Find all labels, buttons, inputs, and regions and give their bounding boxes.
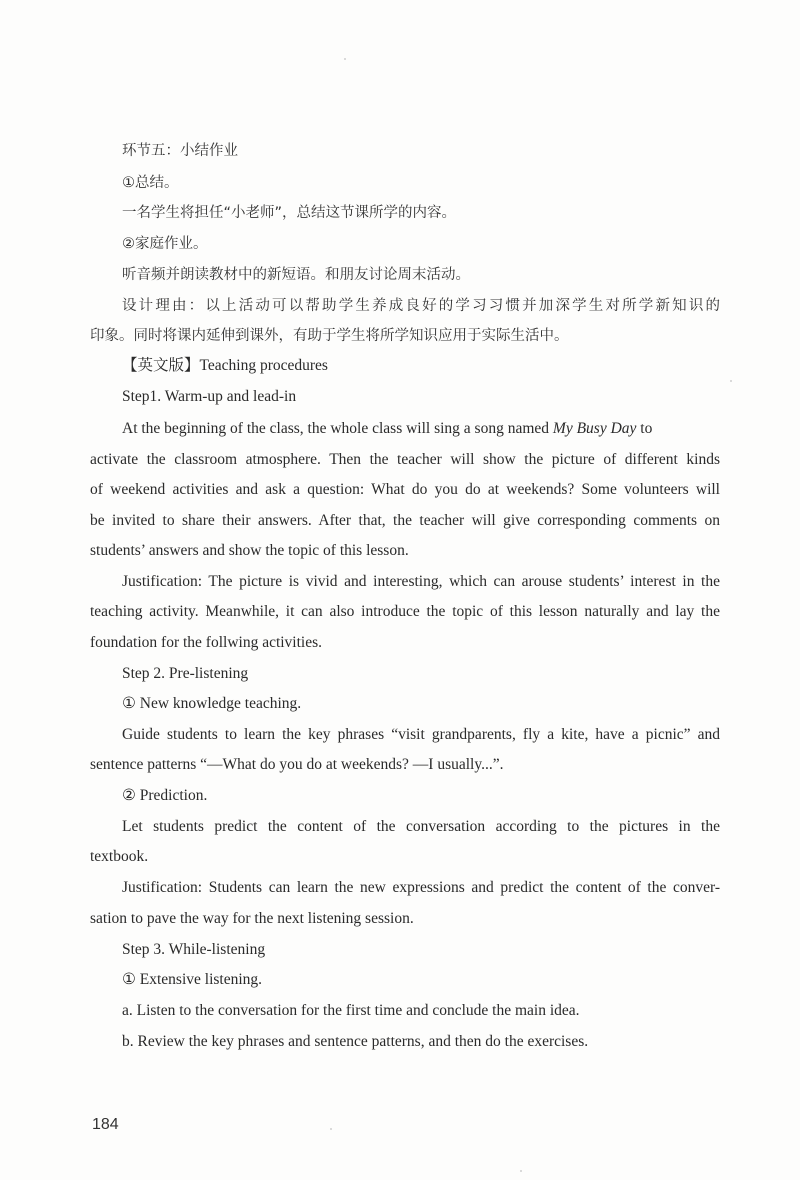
scan-speck <box>344 58 346 60</box>
step2-item-line: textbook. <box>90 848 149 865</box>
step1-title: Step1. Warm-up and lead-in <box>122 388 297 405</box>
step2-item-line: Let students predict the content of the conversation according to the pictures in the <box>122 818 720 835</box>
step2-title: Step 2. Pre-listening <box>122 665 249 682</box>
step1-paragraph-line: of weekend activities and ask a question: What do you do at weekends? Some volunteers will <box>90 481 720 498</box>
scan-speck <box>330 1128 332 1130</box>
homework-item-desc: 听音频并朗读教材中的新短语。和朋友讨论周末活动。 <box>122 267 470 283</box>
step2-item-line: Guide students to learn the key phrases “visit grandparents, fly a kite, have a picnic” and <box>122 726 720 743</box>
step2-justification-line: sation to pave the way for the next listening session. <box>90 910 414 927</box>
step1-justification-line: foundation for the follwing activities. <box>90 634 323 651</box>
summary-item-desc: 一名学生将担任“小老师”，总结这节课所学的内容。 <box>122 205 457 221</box>
homework-item: ②家庭作业。 <box>122 236 208 252</box>
step1-paragraph-line <box>122 418 722 440</box>
song-title: My Busy Day <box>552 420 637 437</box>
step1-paragraph-line: be invited to share their answers. After that, the teacher will give corresponding comments on <box>90 512 720 529</box>
step3-title: Step 3. While-listening <box>122 941 266 958</box>
step1-justification-line: teaching activity. Meanwhile, it can also introduce the topic of this lesson naturally and lay the <box>90 603 720 620</box>
step3-item: ① Extensive listening. <box>122 971 263 988</box>
step1-justification-line: Justification: The picture is vivid and interesting, which can arouse students’ interest in the <box>122 573 720 590</box>
step2-justification-line: Justification: Students can learn the new expressions and predict the content of the conver- <box>122 879 720 896</box>
step2-item: ② Prediction. <box>122 787 208 804</box>
english-version-heading: 【英文版】Teaching procedures <box>122 357 328 374</box>
step1-text: At the beginning of the class, the whole class will sing a song named <box>122 420 550 437</box>
step1-paragraph-line: students’ answers and show the topic of this lesson. <box>90 542 409 559</box>
step2-item-line: sentence patterns “—What do you do at weekends? —I usually...”. <box>90 756 504 773</box>
step3-subitem: b. Review the key phrases and sentence patterns, and then do the exercises. <box>122 1033 589 1050</box>
summary-item: ①总结。 <box>122 175 179 191</box>
step1-paragraph-line: activate the classroom atmosphere. Then the teacher will show the picture of different kinds <box>90 451 720 468</box>
scan-speck <box>520 1170 522 1172</box>
rationale-line: 印象。同时将课内延伸到课外，有助于学生将所学知识应用于实际生活中。 <box>90 328 569 344</box>
page-number: 184 <box>92 1116 119 1133</box>
step2-item: ① New knowledge teaching. <box>122 695 302 712</box>
section-title: 环节五：小结作业 <box>122 143 238 159</box>
step3-subitem: a. Listen to the conversation for the first time and conclude the main idea. <box>122 1002 580 1019</box>
rationale-line: 设计理由：以上活动可以帮助学生养成良好的学习习惯并加深学生对所学新知识的 <box>122 298 720 314</box>
step1-text: to <box>640 420 653 437</box>
scan-speck <box>730 380 732 382</box>
